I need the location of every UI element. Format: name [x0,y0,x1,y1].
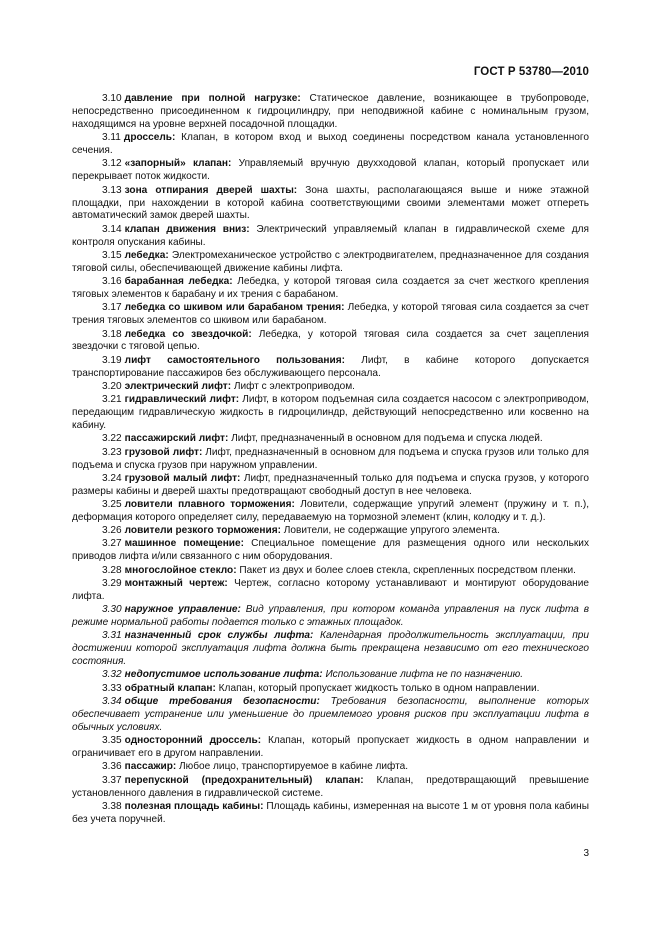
clause-number: 3.16 [102,276,122,288]
definition-text: Ловители, не содержащие упругого элемента. [280,525,500,537]
term: обратный клапан: [124,682,216,694]
term: перепускной (предохранительный) клапан: [124,774,364,786]
term: «запорный» клапан: [124,158,232,170]
clause-number: 3.12 [102,158,122,170]
clause-number: 3.18 [102,328,122,340]
definition-3-29 [72,578,589,604]
term: ловители резкого торможения: [124,525,281,537]
clause-number: 3.23 [102,446,122,458]
term: лебедка: [124,249,169,261]
term: барабанная лебедка: [124,276,233,288]
term: машинное помещение: [124,538,244,550]
definition-text: Использование лифта не по назначению. [322,669,524,681]
term: электрический лифт: [124,380,232,392]
definition-text: Чертеж, согласно которому устанавливают и монтируют оборудование лифта. [72,577,590,602]
definition-text: Управляемый вручную двухходовой клапан, который пропускает или перекрывает поток жидкости. [72,158,590,183]
definition-text: Электромеханическое устройство с электродвигателем, предназначенное для создания тяговой силы, обеспечивающей движение кабины лифта. [72,249,589,274]
definition-3-21 [72,394,589,433]
definition-text: Лифт, предназначенный в основном для подъема и спуска людей. [228,433,543,445]
clause-number: 3.13 [102,184,122,196]
clause-number: 3.25 [102,499,122,510]
term: грузовой лифт: [124,446,203,458]
definition-text: Лифт, предназначенный в основном для подъема и спуска грузов или только для подъема и спуска грузов при наружном управлении. [72,446,589,471]
clause-number: 3.11 [102,132,121,144]
definition-text: Клапан, в котором вход и выход соединены посредством канала установленного сечения. [72,132,589,157]
term: назначенный срок службы лифта: [124,630,314,642]
definition-text: Ловители, содержащие упругий элемент (пружину и т. п.), деформация которого определяет силу, передаваемую на тормозной элемент (клин, колодку и т. д.). [72,499,590,523]
definition-3-37 [72,775,589,801]
definition-3-14 [72,224,589,250]
clause-number: 3.35 [102,735,122,747]
term: многослойное стекло: [124,564,237,576]
clause-number: 3.27 [102,538,122,550]
page-number: 3 [583,848,589,859]
definition-3-30 [72,604,589,630]
term: гидравлический лифт: [124,394,240,406]
definition-text: Лифт, в кабине которого допускается транспортирование пассажиров без обслуживающего персонала. [72,354,590,379]
definition-3-18 [72,329,589,355]
definition-text: Лебедка, у которой тяговая сила создается за счет зацепления звездочки с тяговой цепью. [72,328,589,353]
clause-number: 3.33 [102,682,122,694]
definition-3-32 [72,669,589,682]
definition-3-31 [72,630,589,669]
term: наружное управление: [124,604,241,616]
term: лебедка со шкивом или барабаном трения: [124,302,345,314]
term: недопустимое использование лифта: [124,669,323,681]
term: монтажный чертеж: [124,577,228,589]
clause-number: 3.20 [102,380,122,392]
clause-number: 3.21 [102,394,122,406]
definition-3-19 [72,355,589,381]
definition-text: Требования безопасности, выполнение которых обеспечивает устранение или уменьшение до приемлемого уровня рисков при эксплуатации лифта в обычных условиях. [72,695,590,733]
definition-text: Лифт, в котором подъемная сила создается насосом с электроприводом, передающим гидравлическую жидкость в гидроцилиндр, действующий непосредственно или косвенно на кабину. [72,394,589,432]
definition-text: Календарная продолжительность эксплуатации, при достижении которой эксплуатация лифта должна быть прекращена независимо от его технического состояния. [72,630,590,668]
definition-text: Лифт с электроприводом. [231,380,355,392]
definition-3-25 [72,499,589,525]
definition-text: Лебедка, у которой тяговая сила создается за счет жесткого крепления тяговых элементов к барабану и их трения с барабаном. [72,276,589,301]
term: лебедка со звездочкой: [124,328,252,340]
clause-number: 3.26 [102,525,122,537]
definition-3-28 [72,565,589,578]
definition-3-22 [72,433,589,446]
clause-number: 3.15 [102,249,122,261]
term: клапан движения вниз: [124,223,250,235]
definition-text: Специальное помещение для размещения одного или нескольких приводов лифта и/или связанного с ним оборудования. [72,538,589,563]
clause-number: 3.24 [102,472,122,484]
definition-3-36 [72,761,589,774]
definition-3-17 [72,302,589,328]
definition-3-10 [72,93,589,132]
definition-3-16 [72,276,589,302]
term: дроссель: [123,132,176,144]
definition-text: Клапан, который пропускает жидкость в одном направлении и ограничивает его в другом направлении. [72,735,590,760]
term: лифт самостоятельного пользования: [124,354,345,366]
clause-number: 3.30 [102,604,122,616]
definition-3-26 [72,525,589,538]
clause-number: 3.22 [102,433,122,445]
definition-text: Лебедка, у которой тяговая сила создается за счет трения тяговых элементов со шкивом или барабаном. [72,302,589,327]
term: общие требования безопасности: [124,695,320,707]
definition-text: Лифт, предназначенный только для подъема и спуска грузов, у которого размеры кабины и дверей шахты предотвращают свободный доступ в нее человека. [72,472,589,497]
definition-3-23 [72,447,589,473]
term: пассажирский лифт: [124,433,229,445]
definition-3-24 [72,473,589,499]
definition-text: Статическое давление, возникающее в трубопроводе, непосредственно присоединенном к гидроцилиндру, при неподвижной кабине с номинальным грузом, находящимся на уровне верхней посадочной площадки. [72,93,589,130]
clause-number: 3.37 [102,774,122,786]
term: ловители плавного торможения: [124,499,295,510]
definition-text: Клапан, предотвращающий превышение установленного давления в гидравлической системе. [72,774,589,799]
definition-3-33 [72,683,589,696]
definition-text: Клапан, который пропускает жидкость только в одном направлении. [215,682,540,694]
clause-number: 3.31 [102,630,122,642]
definition-3-38 [72,801,589,827]
definition-text: Любое лицо, транспортируемое в кабине лифта. [176,761,409,773]
term: полезная площадь кабины: [124,800,264,812]
definition-3-27 [72,538,589,564]
definition-3-15 [72,250,589,276]
term: пассажир: [124,761,177,773]
term: давление при полной нагрузке: [124,93,301,104]
definition-3-12 [72,158,589,184]
definition-text: Пакет из двух и более слоев стекла, скрепленных посредством пленки. [236,564,576,576]
term: односторонний дроссель: [124,735,262,747]
clause-number: 3.36 [102,761,122,773]
definition-3-35 [72,735,589,761]
clause-number: 3.10 [102,93,122,104]
clause-number: 3.34 [102,695,122,707]
term: зона отпирания дверей шахты: [124,184,298,196]
definition-3-13 [72,185,589,224]
clause-number: 3.14 [102,223,122,235]
definition-text: Вид управления, при котором команда управления на пуск лифта в режиме нормальной работы подается только с этажных площадок. [72,604,590,629]
definitions-list [72,93,589,827]
definition-text: Электрический управляемый клапан в гидравлической схеме для контроля опускания кабины. [72,223,590,248]
clause-number: 3.32 [102,669,122,681]
term: грузовой малый лифт: [124,472,241,484]
clause-number: 3.17 [102,302,122,314]
definition-3-34 [72,696,589,735]
clause-number: 3.29 [102,577,122,589]
clause-number: 3.38 [102,800,122,812]
definition-3-11 [72,132,589,158]
clause-number: 3.19 [102,354,122,366]
definition-text: Зона шахты, располагающаяся выше и ниже этажной площадки, при нахождении в которой кабина соответствующими своими элементами может отпереть автоматический замок дверей шахты. [72,184,590,222]
clause-number: 3.28 [102,564,122,576]
definition-text: Площадь кабины, измеренная на высоте 1 м от уровня пола кабины без учета поручней. [72,800,589,825]
definition-3-20 [72,381,589,394]
document-header: ГОСТ Р 53780—2010 [473,66,589,78]
